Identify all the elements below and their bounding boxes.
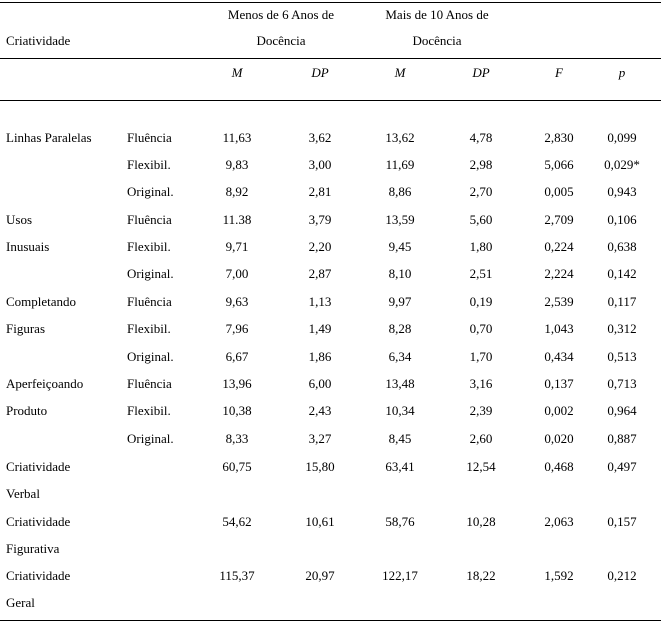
total-cell-dp2: 10,28 <box>466 514 496 529</box>
cell-m1: 9,63 <box>225 294 249 309</box>
cell-m1: 7,00 <box>225 266 249 281</box>
cell-m1: 8,92 <box>225 184 249 199</box>
total-cell-m2: 63,41 <box>385 459 415 474</box>
cell-f: 0,002 <box>544 403 574 418</box>
col-header-f: F <box>555 65 563 80</box>
group2-header-line1: Mais de 10 Anos de <box>385 7 489 22</box>
cell-dp2: 2,70 <box>469 184 493 199</box>
cell-f: 1,043 <box>544 321 574 336</box>
cell-m2: 11,69 <box>385 157 415 172</box>
total-cell-m2: 122,17 <box>382 568 418 583</box>
cell-p: 0,964 <box>607 403 637 418</box>
cell-dp1: 6,00 <box>308 376 332 391</box>
cell-f: 0,224 <box>544 239 574 254</box>
cell-dp1: 1,86 <box>308 349 332 364</box>
total-cell-dp1: 20,97 <box>305 568 335 583</box>
cell-f: 0,137 <box>544 376 574 391</box>
cell-dp2: 1,70 <box>469 349 493 364</box>
total-cell-m1: 54,62 <box>222 514 252 529</box>
total-cell-m1: 60,75 <box>222 459 252 474</box>
cell-dp1: 2,43 <box>308 403 332 418</box>
row-sub-label: Fluência <box>127 294 172 309</box>
total-label-line1: Criatividade <box>6 568 71 583</box>
row-sub-label: Original. <box>127 266 174 281</box>
total-cell-dp1: 15,80 <box>305 459 335 474</box>
bottom-rule <box>0 620 661 621</box>
cell-p: 0,099 <box>607 130 637 145</box>
cell-m2: 13,48 <box>385 376 415 391</box>
cell-p: 0,887 <box>607 431 637 446</box>
cell-dp2: 2,98 <box>469 157 493 172</box>
total-cell-dp2: 12,54 <box>466 459 496 474</box>
cell-m1: 11,63 <box>222 130 252 145</box>
cell-dp2: 2,39 <box>469 403 493 418</box>
row-group-label: Completando <box>6 294 77 309</box>
cell-f: 2,709 <box>544 212 574 227</box>
cell-m1: 8,33 <box>225 431 249 446</box>
total-cell-p: 0,497 <box>607 459 637 474</box>
cell-m2: 8,45 <box>388 431 412 446</box>
cell-m1: 6,67 <box>225 349 249 364</box>
cell-dp1: 1,13 <box>308 294 332 309</box>
header-sub-rule <box>0 58 661 59</box>
row-sub-label: Original. <box>127 431 174 446</box>
top-rule <box>0 2 661 3</box>
cell-dp2: 2,51 <box>469 266 493 281</box>
row-sub-label: Fluência <box>127 212 172 227</box>
row-label-header: Criatividade <box>6 33 71 48</box>
col-header-p: p <box>618 65 626 80</box>
cell-p: 0,106 <box>607 212 637 227</box>
cell-m2: 8,28 <box>388 321 412 336</box>
cell-m1: 9,71 <box>225 239 249 254</box>
total-label-line2: Geral <box>6 595 35 610</box>
col-header-dp2: DP <box>472 65 490 80</box>
cell-p: 0,142 <box>607 266 637 281</box>
row-sub-label: Flexibil. <box>127 239 171 254</box>
cell-p: 0,713 <box>607 376 637 391</box>
group1-header-line2: Docência <box>256 33 306 48</box>
cell-dp2: 4,78 <box>469 130 493 145</box>
cell-dp1: 2,87 <box>308 266 332 281</box>
cell-p: 0,029* <box>604 157 640 172</box>
cell-m2: 8,10 <box>388 266 412 281</box>
cell-m2: 6,34 <box>388 349 412 364</box>
cell-m2: 13,59 <box>385 212 415 227</box>
total-cell-f: 1,592 <box>544 568 574 583</box>
cell-dp1: 3,27 <box>308 431 332 446</box>
cell-f: 0,005 <box>544 184 574 199</box>
col-header-dp1: DP <box>311 65 329 80</box>
cell-dp1: 2,20 <box>308 239 332 254</box>
row-sub-label: Flexibil. <box>127 321 171 336</box>
cell-dp1: 1,49 <box>308 321 332 336</box>
col-header-m2: M <box>394 65 406 80</box>
cell-m2: 9,97 <box>388 294 412 309</box>
col-header-m1: M <box>231 65 243 80</box>
cell-dp1: 3,79 <box>308 212 332 227</box>
cell-f: 2,224 <box>544 266 574 281</box>
cell-m2: 9,45 <box>388 239 412 254</box>
row-group-label: Produto <box>6 403 48 418</box>
total-cell-m2: 58,76 <box>385 514 415 529</box>
group1-header-line1: Menos de 6 Anos de <box>227 7 335 22</box>
cell-m2: 8,86 <box>388 184 412 199</box>
total-cell-dp2: 18,22 <box>466 568 496 583</box>
cell-p: 0,638 <box>607 239 637 254</box>
cell-f: 5,066 <box>544 157 574 172</box>
row-group-label: Aperfeiçoando <box>6 376 84 391</box>
total-cell-m1: 115,37 <box>219 568 255 583</box>
row-group-label: Figuras <box>6 321 45 336</box>
cell-dp2: 3,16 <box>469 376 493 391</box>
row-sub-label: Flexibil. <box>127 157 171 172</box>
row-sub-label: Original. <box>127 184 174 199</box>
total-cell-f: 0,468 <box>544 459 574 474</box>
row-group-label: Inusuais <box>6 239 50 254</box>
cell-dp1: 3,00 <box>308 157 332 172</box>
cell-p: 0,117 <box>607 294 637 309</box>
cell-p: 0,513 <box>607 349 637 364</box>
cell-f: 2,830 <box>544 130 574 145</box>
cell-dp2: 0,70 <box>469 321 493 336</box>
total-label-line2: Verbal <box>6 486 40 501</box>
row-sub-label: Fluência <box>127 376 172 391</box>
total-label-line1: Criatividade <box>6 459 71 474</box>
cell-dp1: 3,62 <box>308 130 332 145</box>
cell-dp2: 2,60 <box>469 431 493 446</box>
total-cell-f: 2,063 <box>544 514 574 529</box>
row-sub-label: Fluência <box>127 130 172 145</box>
cell-m1: 11.38 <box>222 212 252 227</box>
row-group-label: Usos <box>6 212 33 227</box>
cell-p: 0,312 <box>607 321 637 336</box>
header-bottom-rule <box>0 100 661 101</box>
total-cell-dp1: 10,61 <box>305 514 335 529</box>
cell-m2: 13,62 <box>385 130 415 145</box>
group2-header-line2: Docência <box>412 33 462 48</box>
cell-f: 0,434 <box>544 349 574 364</box>
total-label-line2: Figurativa <box>6 541 60 556</box>
cell-f: 0,020 <box>544 431 574 446</box>
total-cell-p: 0,157 <box>607 514 637 529</box>
cell-m2: 10,34 <box>385 403 415 418</box>
cell-f: 2,539 <box>544 294 574 309</box>
row-sub-label: Original. <box>127 349 174 364</box>
cell-m1: 10,38 <box>222 403 252 418</box>
row-sub-label: Flexibil. <box>127 403 171 418</box>
cell-m1: 7,96 <box>225 321 249 336</box>
cell-m1: 13,96 <box>222 376 252 391</box>
cell-dp2: 1,80 <box>469 239 493 254</box>
cell-m1: 9,83 <box>225 157 249 172</box>
cell-dp2: 5,60 <box>469 212 493 227</box>
cell-p: 0,943 <box>607 184 637 199</box>
total-cell-p: 0,212 <box>607 568 637 583</box>
cell-dp1: 2,81 <box>308 184 332 199</box>
cell-dp2: 0,19 <box>469 294 493 309</box>
row-group-label: Linhas Paralelas <box>6 130 92 145</box>
total-label-line1: Criatividade <box>6 514 71 529</box>
